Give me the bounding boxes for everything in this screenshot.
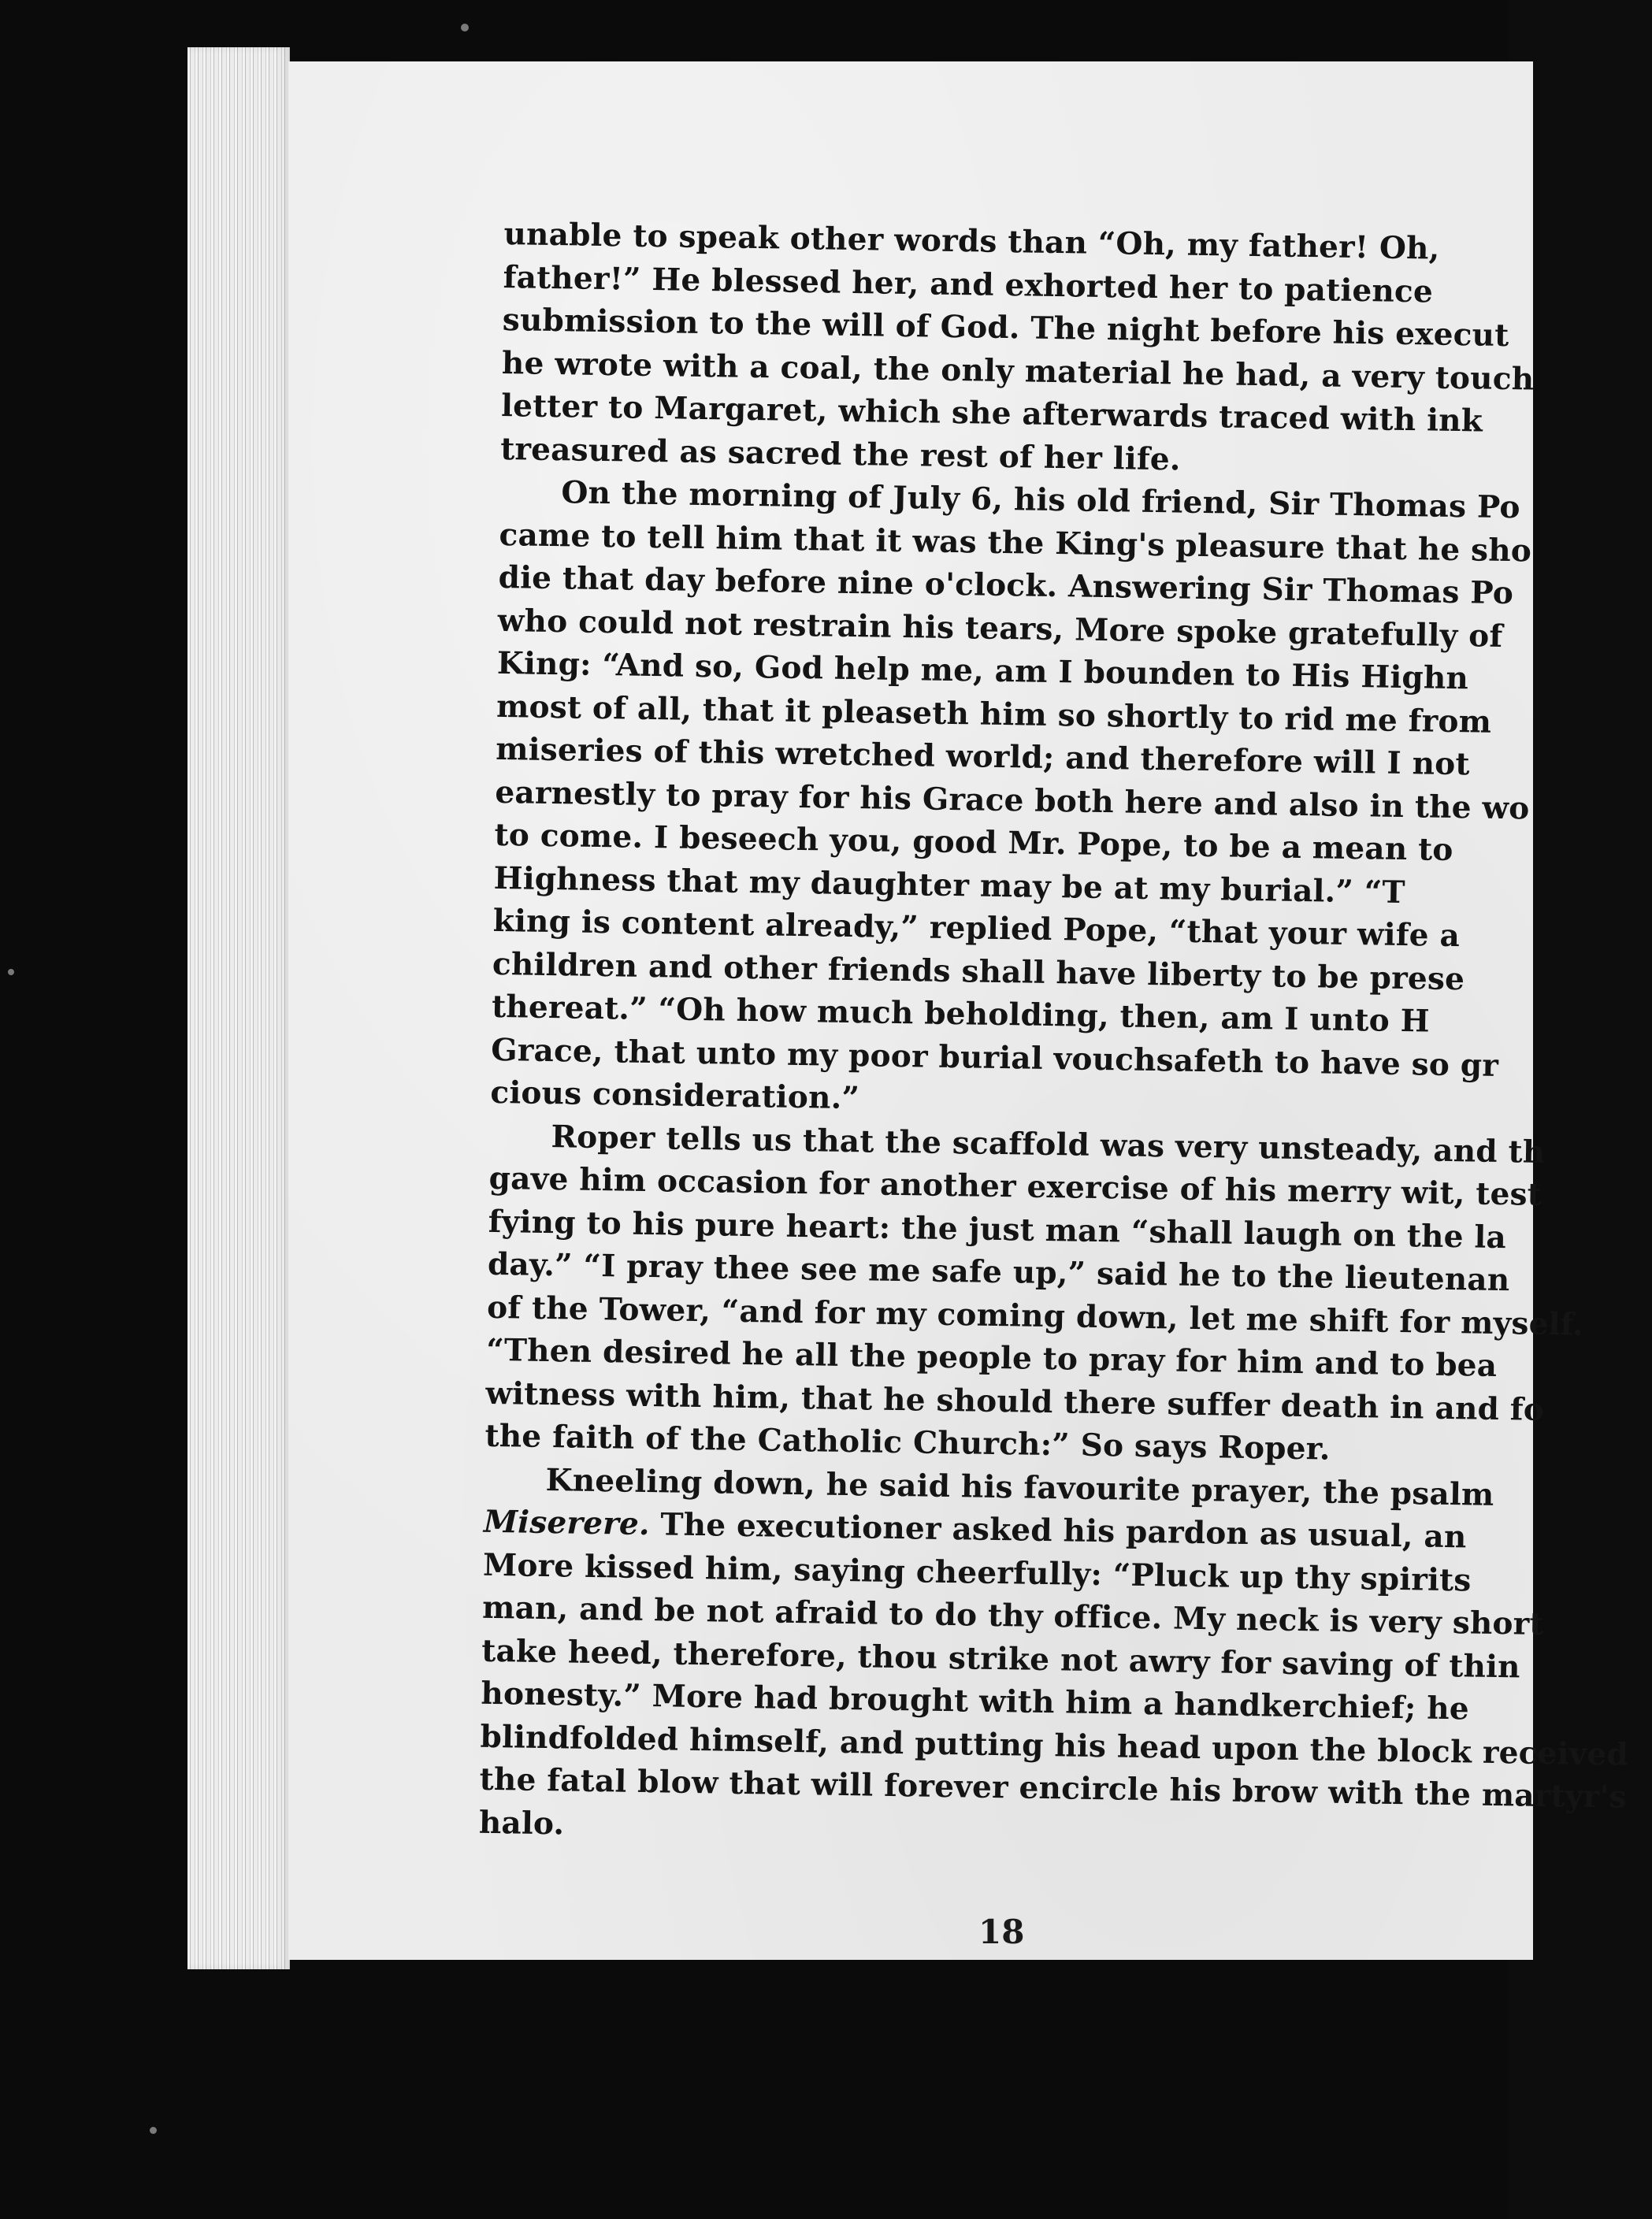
text-line: the fatal blow that will forever encircle his brow with the martyr's bbox=[479, 1761, 1628, 1816]
text-line: Highness that my daughter may be at my burial.” “T bbox=[493, 859, 1406, 911]
italic-word: Miserere. bbox=[483, 1503, 651, 1543]
dust-speck bbox=[150, 2127, 157, 2134]
text-line: honesty.” More had brought with him a handkerchief; he bbox=[481, 1675, 1470, 1727]
text-line: blindfolded himself, and putting his head upon the block received bbox=[480, 1718, 1629, 1773]
text-line: father!” He blessed her, and exhorted her to patience bbox=[503, 258, 1434, 310]
text-line: came to tell him that it was the King's pleasure that he sho bbox=[499, 516, 1532, 570]
text-line: day.” “I pray thee see me safe up,” said he to the lieutenan bbox=[487, 1245, 1510, 1299]
paragraph bbox=[484, 1114, 1584, 1473]
text-line: submission to the will of God. The night before his execut bbox=[502, 301, 1509, 354]
text-line: children and other friends shall have liberty to be prese bbox=[492, 945, 1465, 997]
text-line: gave him occasion for another exercise of his merry wit, test bbox=[488, 1160, 1542, 1213]
text-line: Roper tells us that the scaffold was very unsteady, and th bbox=[551, 1118, 1546, 1171]
text-line: he wrote with a coal, the only material he had, a very touch bbox=[501, 344, 1535, 398]
text-line: thereat.” “Oh how much beholding, then, am I unto H bbox=[491, 988, 1431, 1040]
text-line: earnestly to pray for his Grace both here and also in the wo bbox=[495, 774, 1530, 827]
text-line: fying to his pure heart: the just man “shall laugh on the la bbox=[488, 1203, 1507, 1256]
text-line: die that day before nine o'clock. Answering Sir Thomas Po bbox=[498, 558, 1514, 612]
page-number: 18 bbox=[978, 1913, 1025, 1951]
text-line: man, and be not afraid to do thy office. My neck is very short bbox=[481, 1589, 1545, 1642]
paragraph bbox=[490, 470, 1532, 1130]
text-line: treasured as sacred the rest of her life. bbox=[499, 430, 1182, 478]
text-line: the faith of the Catholic Church:” So says Roper. bbox=[484, 1417, 1331, 1468]
text-line: On the morning of July 6, his old friend, Sir Thomas Po bbox=[561, 474, 1521, 526]
text-line: Grace, that unto my poor burial vouchsafeth to have so gr bbox=[490, 1031, 1499, 1084]
dust-speck bbox=[8, 969, 14, 975]
text-line: “Then desired he all the people to pray for him and to bea bbox=[485, 1331, 1498, 1384]
body-text bbox=[478, 213, 1629, 1860]
text-line: letter to Margaret, which she afterwards traced with ink bbox=[500, 387, 1483, 440]
text-line: Kneeling down, he said his favourite prayer, the psalm bbox=[545, 1461, 1494, 1513]
text-line: Miserere. The executioner asked his pardon as usual, an bbox=[483, 1503, 1467, 1556]
text-line: take heed, therefore, thou strike not awry for saving of thin bbox=[481, 1632, 1521, 1685]
text-line: More kissed him, saying cheerfully: “Pluck up thy spirits bbox=[482, 1546, 1472, 1598]
text-line: miseries of this wretched world; and therefore will I not bbox=[495, 730, 1471, 783]
text-line: witness with him, that he should there suffer death in and fo bbox=[485, 1375, 1545, 1428]
paragraph bbox=[478, 1457, 1629, 1860]
text-line: halo. bbox=[478, 1804, 565, 1842]
text-line: most of all, that it pleaseth him so shortly to rid me from bbox=[496, 688, 1492, 740]
text-line: cious consideration.” bbox=[490, 1074, 860, 1117]
text-line: king is content already,” replied Pope, “that your wife a bbox=[492, 902, 1461, 955]
paragraph bbox=[499, 213, 1535, 486]
text-line: to come. I beseech you, good Mr. Pope, to be a mean to bbox=[494, 816, 1453, 869]
dust-speck bbox=[461, 24, 469, 32]
text-line: King: “And so, God help me, am I bounden to His Highn bbox=[496, 644, 1469, 697]
text-line: unable to speak other words than “Oh, my father! Oh, bbox=[503, 215, 1440, 267]
text-line: who could not restrain his tears, More spoke gratefully of bbox=[497, 602, 1503, 655]
page-edge-stack bbox=[187, 47, 290, 1969]
text-line: of the Tower, “and for my coming down, let me shift for myself. bbox=[486, 1289, 1584, 1343]
